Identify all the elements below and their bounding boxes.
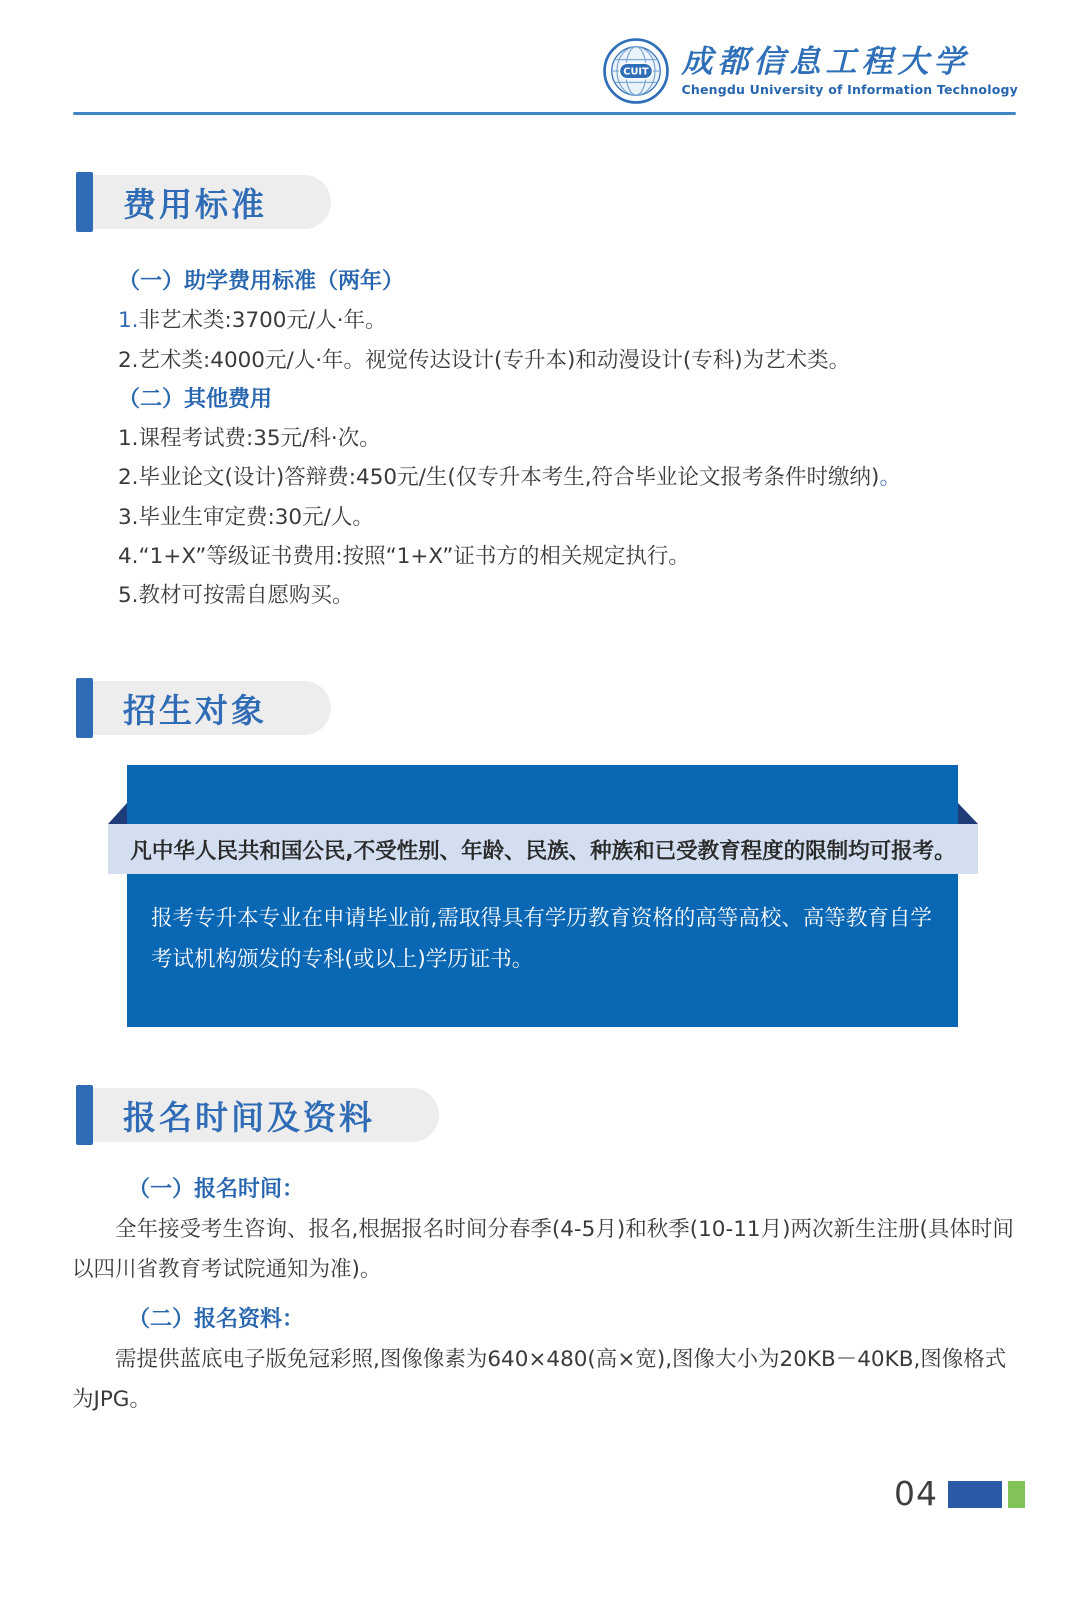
section-registration-header <box>76 1085 439 1145</box>
university-names <box>681 45 1018 97</box>
fee-item-number: 1. <box>118 308 139 334</box>
fee-item <box>118 498 1028 537</box>
fee-item <box>118 458 1028 497</box>
fee-item-text: 3.毕业生审定费:30元/人。 <box>118 504 374 530</box>
registration-materials-text: 需提供蓝底电子版免冠彩照,图像像素为640×480(高×宽),图像大小为20KB－40KB,图像格式为JPG。 <box>72 1347 1007 1412</box>
admission-ribbon-banner <box>108 824 978 874</box>
section-admission-header <box>76 678 331 738</box>
fee-item-suffix: 。 <box>879 465 901 491</box>
fee-item-text: 4.“1+X”等级证书费用:按照“1+X”证书方的相关规定执行。 <box>118 544 690 570</box>
registration-time-heading: （一）报名时间： <box>128 1177 305 1202</box>
section-title-pill <box>93 681 331 735</box>
section-registration-title: 报名时间及资料 <box>123 1097 375 1137</box>
fees-group1-heading: （一）助学费用标准（两年） <box>118 269 405 294</box>
fee-item-text: 非艺术类:3700元/人·年。 <box>138 308 387 334</box>
registration-time-text: 全年接受考生咨询、报名,根据报名时间分春季(4-5月)和秋季(10-11月)两次新生注册(具体时间以四川省教育考试院通知为准)。 <box>72 1217 1014 1282</box>
fees-body <box>118 262 1028 616</box>
admission-ribbon-text: 凡中华人民共和国公民,不受性别、年龄、民族、种族和已受教育程度的限制均可报考。 <box>130 838 956 864</box>
fee-item-number: 2. <box>118 347 139 373</box>
logo-cuit-text: CUIT <box>623 66 650 78</box>
section-title-pill <box>93 175 331 229</box>
footer-green-block <box>1008 1481 1025 1508</box>
fee-item <box>118 419 1028 458</box>
section-title-pill <box>93 1088 439 1142</box>
fee-item-text: 1.课程考试费:35元/科·次。 <box>118 426 381 452</box>
university-name-en: Chengdu University of Information Technology <box>681 82 1018 98</box>
section-fees-header <box>76 172 331 232</box>
fee-item <box>118 537 1028 576</box>
university-name-cn: 成都信息工程大学 <box>681 43 970 80</box>
registration-body <box>72 1172 1016 1432</box>
fee-item-text: 2.毕业论文(设计)答辩费:450元/生(仅专升本考生,符合毕业论文报考条件时缴纳) <box>118 465 880 491</box>
fee-item-text: 艺术类:4000元/人·年。视觉传达设计(专升本)和动漫设计(专科)为艺术类。 <box>138 347 851 373</box>
admission-info-box <box>127 765 958 1027</box>
ribbon-fold-left <box>108 803 127 824</box>
fee-item <box>118 576 1028 615</box>
section-admission-title: 招生对象 <box>123 690 267 730</box>
section-accent-bar <box>76 1085 93 1145</box>
fees-group2-heading: （二）其他费用 <box>118 386 273 412</box>
page-number: 04 <box>894 1474 938 1513</box>
fee-item-text: 5.教材可按需自愿购买。 <box>118 583 354 609</box>
footer-blue-block <box>948 1481 1002 1508</box>
section-accent-bar <box>76 678 93 738</box>
fee-item <box>118 301 1028 340</box>
ribbon-fold-right <box>958 803 978 824</box>
admission-body-text: 报考专升本专业在申请毕业前,需取得具有学历教育资格的高等高校、高等教育自学考试机构颁发的专科(或以上)学历证书。 <box>151 906 932 972</box>
header-divider <box>73 112 1016 115</box>
section-fees-title: 费用标准 <box>123 184 267 224</box>
university-logo-icon <box>603 38 669 104</box>
section-accent-bar <box>76 172 93 232</box>
university-header <box>603 38 1018 104</box>
fee-item <box>118 341 1028 380</box>
registration-materials-heading: （二）报名资料： <box>128 1307 305 1332</box>
